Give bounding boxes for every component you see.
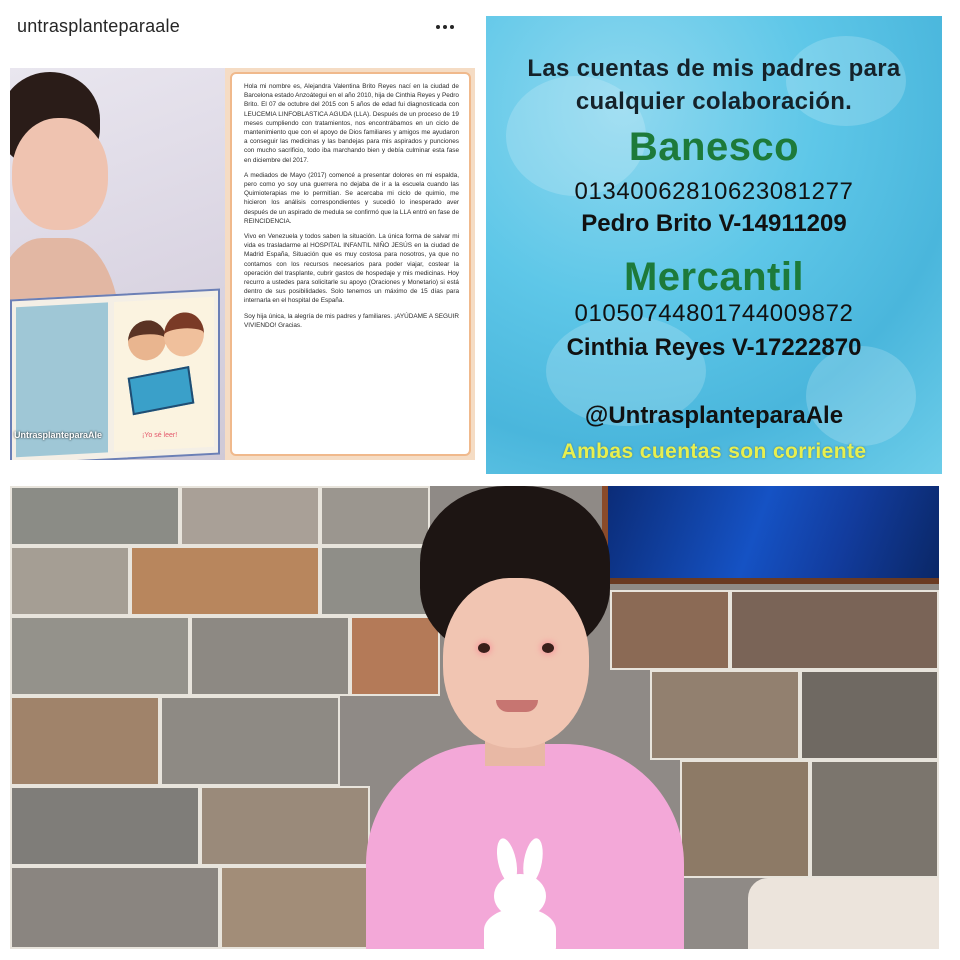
bank-name-banesco: Banesco xyxy=(628,125,800,169)
wall-painting xyxy=(602,486,939,584)
letter-collage-image xyxy=(10,68,475,460)
letter-paragraph: A mediados de Mayo (2017) comencé a presentar dolores en mi espalda, pero como yo soy una guerrera no dejaba de ir a la escuela cuando las Quimioterapias me lo permitían. Se acercaba mi ciclo de quimio, me hicieron los análisis correspondientes y sucedió lo inesperado aver después de un aspirado de medula se confirmó que la LLA entró en fase de REINCIDENCIA. xyxy=(244,171,459,225)
post-username[interactable]: untrasplanteparaale xyxy=(17,16,180,36)
more-options-icon[interactable] xyxy=(428,14,462,40)
child-face xyxy=(443,578,589,748)
child-photo xyxy=(10,486,939,949)
account-number-banesco: 01340062810623081277 xyxy=(574,178,854,205)
photo-handle-watermark: UntrasplanteparaAle xyxy=(14,430,103,440)
bank-accounts-card xyxy=(486,16,942,474)
accounts-note: Ambas cuentas son corriente xyxy=(561,440,867,463)
bank-name-mercantil: Mercantil xyxy=(623,255,805,299)
account-number-mercantil: 01050744801744009872 xyxy=(574,300,854,327)
letter-text-box xyxy=(230,72,471,456)
letter-paragraph: Soy hija única, la alegría de mis padres y familiares. ¡AYÚDAME A SEGUIR VIVIENDO! Gracias. xyxy=(244,312,459,329)
instagram-handle: @UntrasplanteparaAle xyxy=(584,402,844,429)
girl-with-book-photo xyxy=(10,68,225,460)
book-caption: ¡Yo sé leer! xyxy=(142,432,178,439)
account-holder-banesco: Pedro Brito V-14911209 xyxy=(581,210,847,237)
letter-paragraph: Hola mi nombre es, Alejandra Valentina Brito Reyes nací en la ciudad de Barcelona estado Anzoátegui en el año 2010, hija de Cinthia Reyes y Pedro Brito. El 07 de octubre del 2015 con 5 años de edad fui diagnosticada con LEUCEMIA LINFOBLASTICA AGUDA (LLA). Después de un proceso de 19 meses cumpliendo con tratamientos, nos encontrábamos en un ciclo de mantenimiento que con el apoyo de Dios familiares y amigos me ayudaron a conseguir las medicinas y las bandejas para mis aspirados y punciones con mucho sacrificio, todo iba marchando bien y debía culminar esta fase en diciembre del 2017. xyxy=(244,83,459,164)
letter-paragraph: Vivo en Venezuela y todos saben la situación. La única forma de salvar mi vida es trasladarme al HOSPITAL INFANTIL NIÑO JESÚS en la ciudad de Madrid España, Situación que es muy costosa para nosotros, ya que no contamos con los recursos necesarios para poder viajar, costear la operación del trasplante, cubrir gastos de hospedaje y mis medicinas. Hoy recurro a ustedes para solicitarle su apoyo (Oraciones y Monetario) si está dentro de sus posibilidades. Solo tenemos un máximo de 15 días para internarla en el hospital de España. xyxy=(244,233,459,305)
accounts-intro: Las cuentas de mis padres para cualquier colaboración. xyxy=(527,55,901,115)
sofa-pillow xyxy=(748,878,939,949)
bunny-print-icon xyxy=(480,838,560,948)
account-holder-mercantil: Cinthia Reyes V-17222870 xyxy=(566,334,862,361)
